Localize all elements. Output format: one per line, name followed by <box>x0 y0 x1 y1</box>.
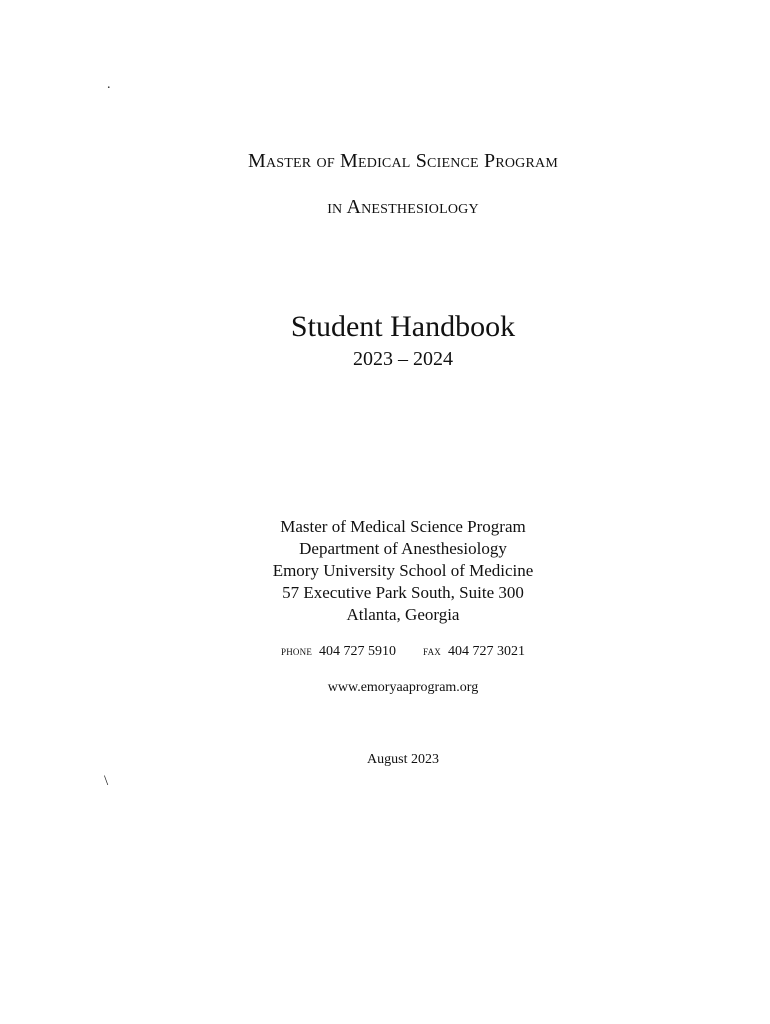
fax-label: fax <box>423 643 441 658</box>
fax-number: 404 727 3021 <box>447 644 525 659</box>
contact-line <box>0 643 770 660</box>
address-line-program: Master of Medical Science Program <box>280 517 526 536</box>
address-line-school: Emory University School of Medicine <box>272 561 534 580</box>
phone-number: 404 727 5910 <box>319 644 397 659</box>
website-text: www.emoryaaprogram.org <box>327 680 479 695</box>
address-line-department: Department of Anesthesiology <box>299 539 507 558</box>
program-subtitle: in Anesthesiology <box>327 196 479 218</box>
program-title: Master of Medical Science Program <box>248 150 558 172</box>
stray-backslash: \ <box>104 773 109 789</box>
address-block <box>0 516 770 626</box>
address-line-street: 57 Executive Park South, Suite 300 <box>282 583 524 602</box>
address-line-city: Atlanta, Georgia <box>346 605 460 624</box>
stray-dot: . <box>107 77 111 92</box>
publication-date: August 2023 <box>367 752 439 767</box>
phone-label: phone <box>281 643 313 658</box>
handbook-years: 2023 – 2024 <box>353 348 453 370</box>
handbook-title: Student Handbook <box>290 310 516 343</box>
